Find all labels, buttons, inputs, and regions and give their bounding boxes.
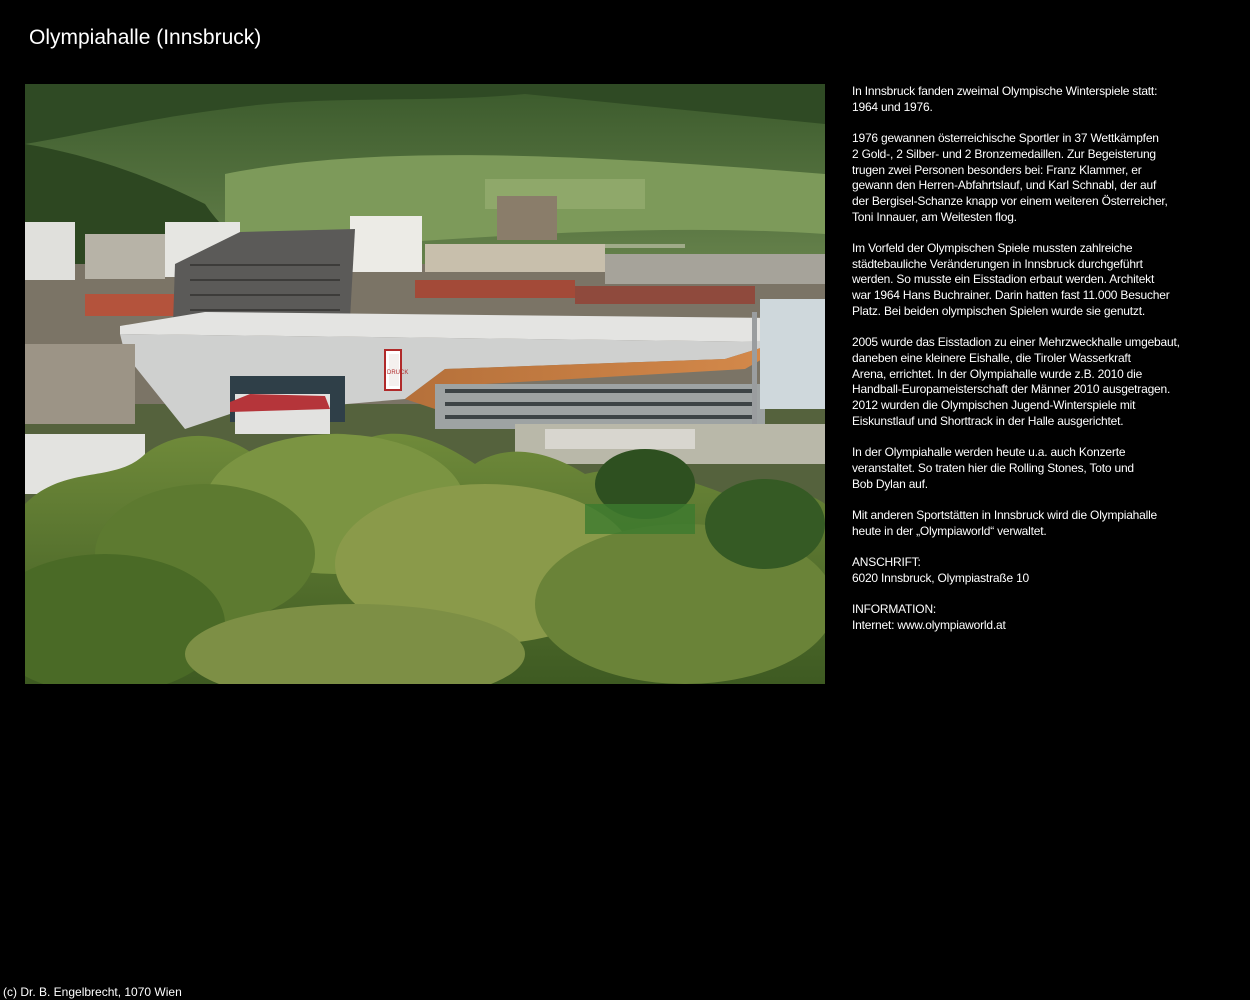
- paragraph-olympics-years: In Innsbruck fanden zweimal Olympische Winterspiele statt: 1964 und 1976.: [852, 84, 1158, 114]
- page-title: Olympiahalle (Innsbruck): [29, 26, 262, 49]
- poster-text: DRUCK: [387, 370, 409, 376]
- red-roof: [230, 394, 330, 412]
- left-blocks: [25, 344, 135, 424]
- photo-illustration: [25, 84, 825, 684]
- tower-left: [25, 222, 75, 280]
- description-text: [852, 84, 1222, 649]
- paragraph-anschrift: ANSCHRIFT: 6020 Innsbruck, Olympiastraße 10: [852, 555, 1030, 585]
- paragraph-konzerte: In der Olympiahalle werden heute u.a. auch Konzerte veranstaltet. So traten hier die Rolling Stones, Toto und Bob Dylan auf.: [852, 445, 1134, 491]
- lawn: [585, 504, 695, 534]
- olympiahalle-photo: [25, 84, 825, 684]
- paragraph-medals-1976: 1976 gewannen österreichische Sportler in 37 Wettkämpfen 2 Gold-, 2 Silber- und 2 Bronzemedaillen. Zur Begeisterung trugen zwei Personen besonders bei: Franz Klammer, er gewann den Herren-Abfahrtslauf, und Karl Schnabl, der auf der Bergisel-Schanze knapp vor einem weiteren Österreicher, Toni Innauer, am Weitesten flog.: [852, 131, 1168, 224]
- tower-mid: [350, 216, 422, 272]
- paragraph-olympiaworld: Mit anderen Sportstätten in Innsbruck wird die Olympiahalle heute in der „Olympiaworld“ verwaltet.: [852, 507, 1158, 538]
- paragraph-eisstadion: Im Vorfeld der Olympischen Spiele mussten zahlreiche städtebauliche Veränderungen in Innsbruck durchgeführt werden. So musste ein Eisstadion erbaut werden. Architekt war 1964 Hans Buchrainer. Darin hatten fast 11.000 Besucher Platz. Bei beiden olympischen Spielen wurde sie genutzt.: [852, 241, 1170, 318]
- tower-block-1: [85, 234, 165, 279]
- red-roofs-3: [575, 286, 755, 304]
- copyright-footer: (c) Dr. B. Engelbrecht, 1070 Wien: [3, 985, 182, 999]
- white-stand: [545, 429, 695, 449]
- red-roofs-2: [415, 280, 575, 298]
- tree-crown-7: [705, 479, 825, 569]
- tower-brown: [497, 196, 557, 240]
- paragraph-information: INFORMATION: Internet: www.olympiaworld.at: [852, 602, 1006, 632]
- glass-tower: [760, 299, 825, 409]
- paragraph-umbau-2005: 2005 wurde das Eisstadion zu einer Mehrzweckhalle umgebaut, daneben eine kleinere Eishalle, die Tiroler Wasserkraft Arena, errichtet. In der Olympiahalle wurde z.B. 2010 die Handball-Europameisterschaft der Männer 2010 ausgetragen. 2012 wurden die Olympischen Jugend-Winterspiele mit Eiskunstlauf und Shorttrack in der Halle ausgerichtet.: [852, 335, 1180, 428]
- low-block: [425, 244, 605, 272]
- low-block-2: [605, 254, 825, 284]
- red-roofs: [85, 294, 185, 316]
